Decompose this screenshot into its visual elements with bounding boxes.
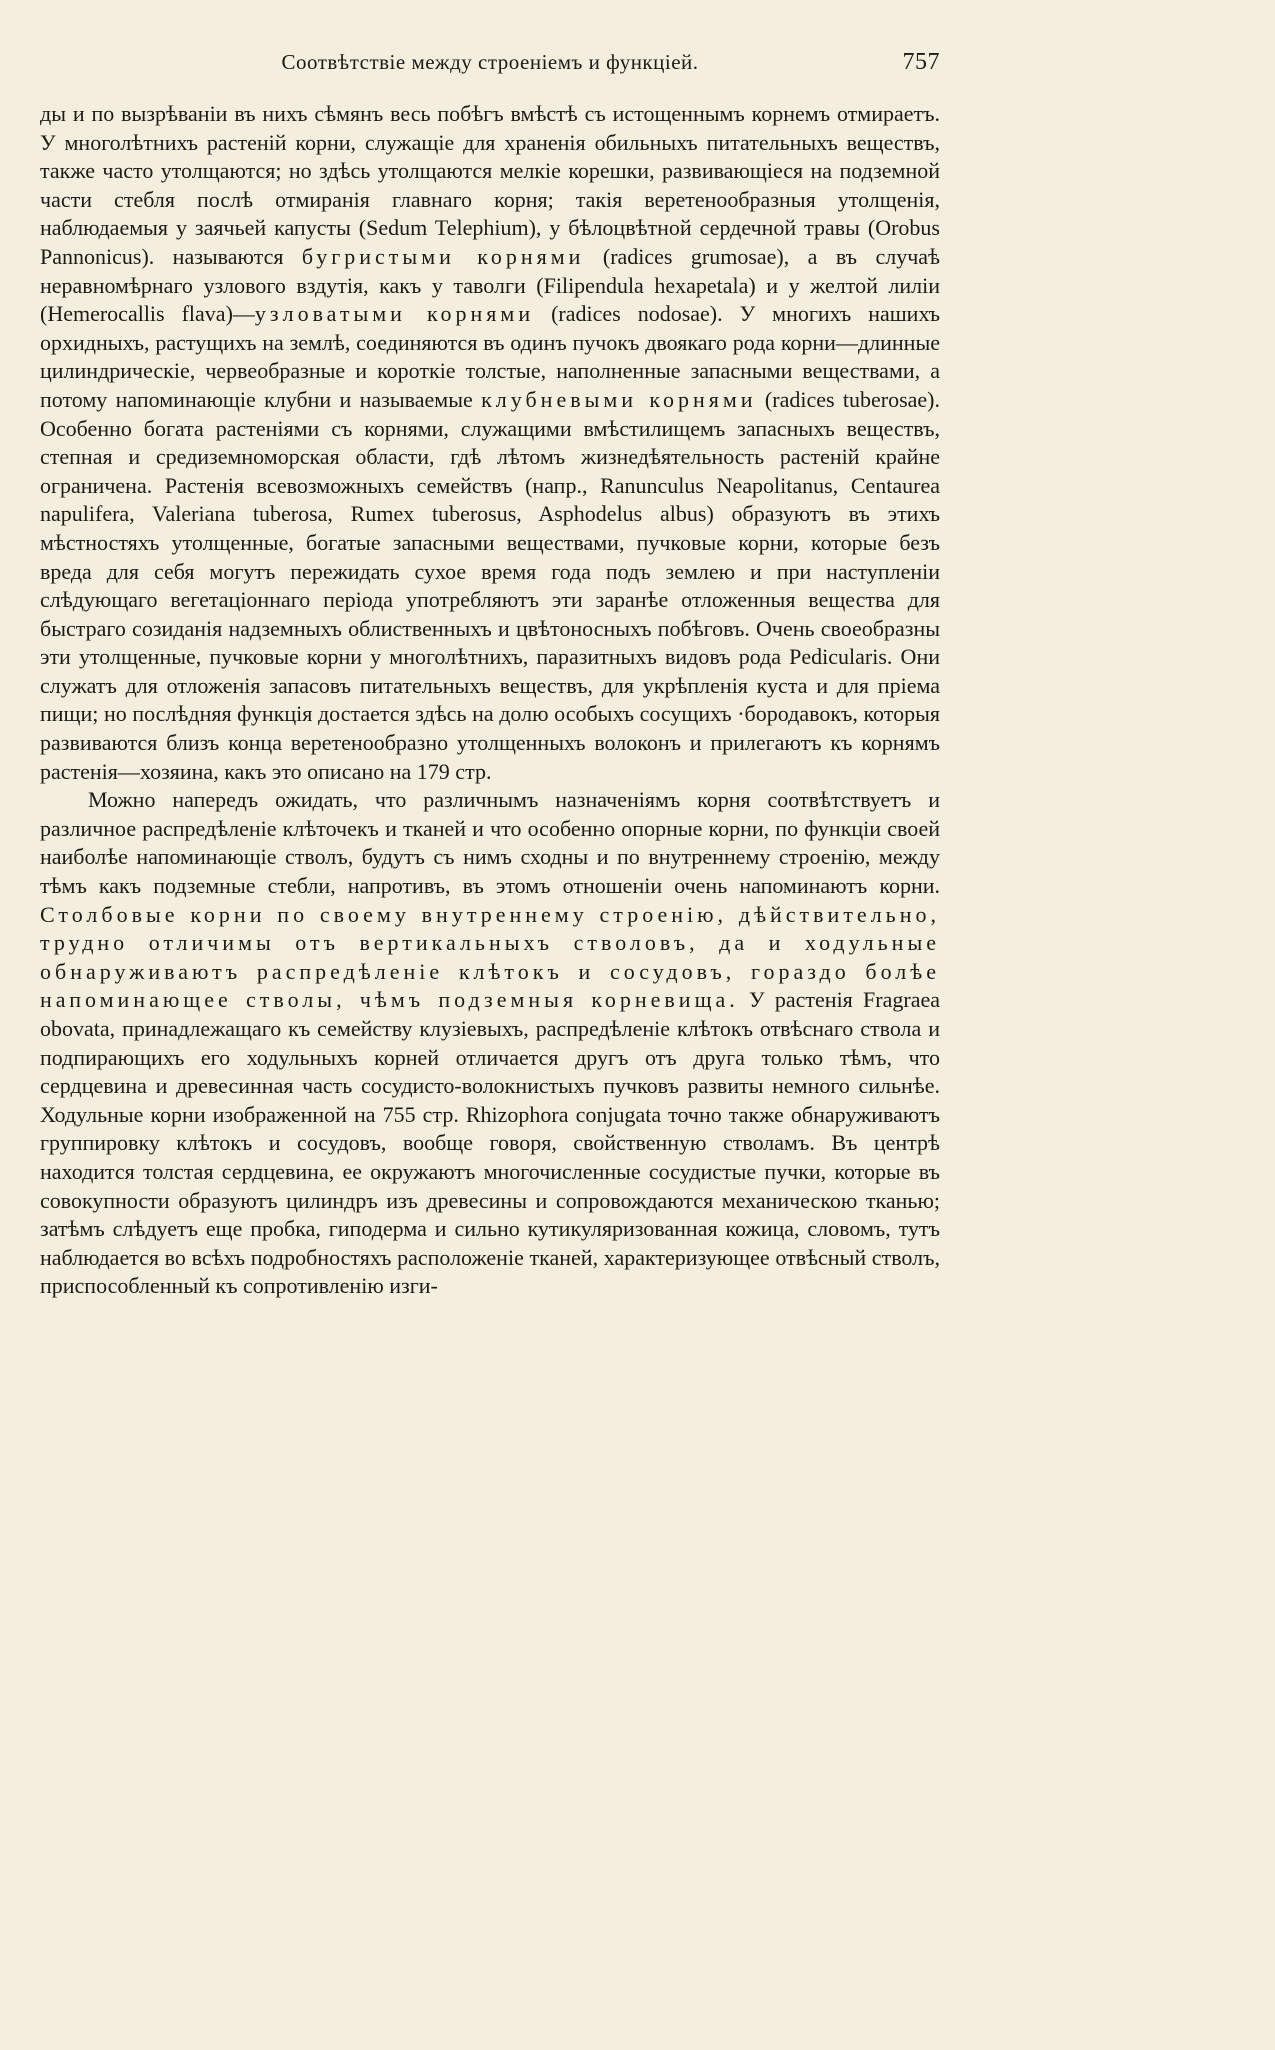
- spaced-emphasis: Столбовые корни по своему внутреннему строенію, дѣйствительно, трудно отличимы отъ вертикальныхъ стволовъ, да и ходульные обнаруживаютъ распредѣленіе клѣтокъ и сосудовъ, гораздо болѣе напоминающее стволы, чѣмъ подземныя корневища.: [40, 901, 940, 1013]
- text-run: (radices grumosae), а въ случаѣ неравномѣрнаго узлового вздутія, какъ у таволги (Filipendula hexapetala) и у желтой лиліи (Hemerocallis flava)—: [40, 243, 940, 327]
- paragraph: [40, 100, 940, 786]
- spaced-emphasis: клубневыми корнями: [481, 386, 757, 412]
- text-run: У растенія Fragraea obovata, принадлежащаго къ семейству клузіевыхъ, распредѣленіе клѣтокъ отвѣснаго ствола и подпирающихъ его ходульныхъ корней отличается другъ отъ друга только тѣмъ, что сердцевина и древесинная часть сосудисто-волокнистыхъ пучковъ развиты немного сильнѣе. Ходульные корни изображенной на 755 стр. Rhizophora conjugata точно также обнаруживаютъ группировку клѣтокъ и сосудовъ, вообще говоря, свойственную стволамъ. Въ центрѣ находится толстая сердцевина, ее окружаютъ многочисленные сосудистые пучки, которые въ совокупности образуютъ цилиндръ изъ древесины и сопровождаются механическою тканью; затѣмъ слѣдуетъ еще пробка, гиподерма и сильно кутикуляризованная кожица, словомъ, тутъ наблюдается во всѣхъ подробностяхъ расположеніе тканей, характеризующее отвѣсный стволъ, приспособленный къ сопротивленію изги-: [40, 987, 941, 1299]
- book-page: [40, 40, 940, 1540]
- text-run: ды и по вызрѣваніи въ нихъ сѣмянъ весь побѣгъ вмѣстѣ съ истощеннымъ корнемъ отмираетъ. У многолѣтнихъ растеній корни, служащіе для храненія обильныхъ питательныхъ веществъ, также часто утолщаются; но здѣсь утолщаются мелкіе корешки, развивающіеся на подземной части стебля послѣ отмиранія главнаго корня; такія веретенообразныя утолщенія, наблюдаемыя у заячьей капусты (Sedum Telephium), у бѣлоцвѣтной сердечной травы (Orobus Pannonicus). называются: [40, 101, 940, 269]
- page-body: [40, 100, 940, 1301]
- page-number: 757: [902, 49, 940, 75]
- paragraph: [40, 786, 940, 1301]
- spaced-emphasis: бугристыми корнями: [301, 243, 585, 269]
- spaced-emphasis: узловатыми корнями: [254, 301, 535, 327]
- running-head: [40, 40, 940, 84]
- text-run: Можно напередъ ожидать, что различнымъ назначеніямъ корня соотвѣтствуетъ и различное распредѣленіе клѣточекъ и тканей и что особенно опорные корни, по функціи своей наиболѣе напоминающіе стволъ, будутъ съ нимъ сходны и по внутреннему строенію, между тѣмъ какъ подземные стебли, напротивъ, въ этомъ отношеніи очень напоминаютъ корни.: [40, 787, 940, 899]
- text-run: (radices tuberosae). Особенно богата растеніями съ корнями, служащими вмѣстилищемъ запасныхъ веществъ, степная и средиземноморская области, гдѣ лѣтомъ жизнедѣятельность растеній крайне ограничена. Растенія всевозможныхъ семействъ (напр., Ranunculus Neapolitanus, Centaurea napulifera, Valeriana tuberosa, Rumex tuberosus, Asphodelus albus) образуютъ въ этихъ мѣстностяхъ утолщенные, богатые запасными веществами, пучковые корни, которые безъ вреда для себя могутъ пережидать сухое время года подъ землею и при наступленіи слѣдующаго вегетаціоннаго періода употребляютъ эти заранѣе отложенныя вещества для быстраго созиданія надземныхъ облиственныхъ и цвѣтоносныхъ побѣговъ. Очень своеобразны эти утолщенные, пучковые корни у многолѣтнихъ, паразитныхъ видовъ рода Pedicularis. Они служатъ для отложенія запасовъ питательныхъ веществъ, для укрѣпленія куста и для пріема пищи; но послѣдняя функція достается здѣсь на долю особыхъ сосущихъ ·бородавокъ, которыя развиваются близъ конца веретенообразно утолщенныхъ волоконъ и прилегаютъ къ корнямъ растенія—хозяина, какъ это описано на 179 стр.: [40, 386, 940, 784]
- chapter-title: Соотвѣтствіе между строеніемъ и функціей.: [281, 50, 699, 74]
- text-run: (radices nodosae). У многихъ нашихъ орхидныхъ, растущихъ на землѣ, соединяются въ одинъ пучокъ двоякаго рода корни—длинные цилиндрическіе, червеобразные и короткіе толстые, наполненные запасными веществами, а потому напоминающіе клубни и называемые: [40, 301, 940, 412]
